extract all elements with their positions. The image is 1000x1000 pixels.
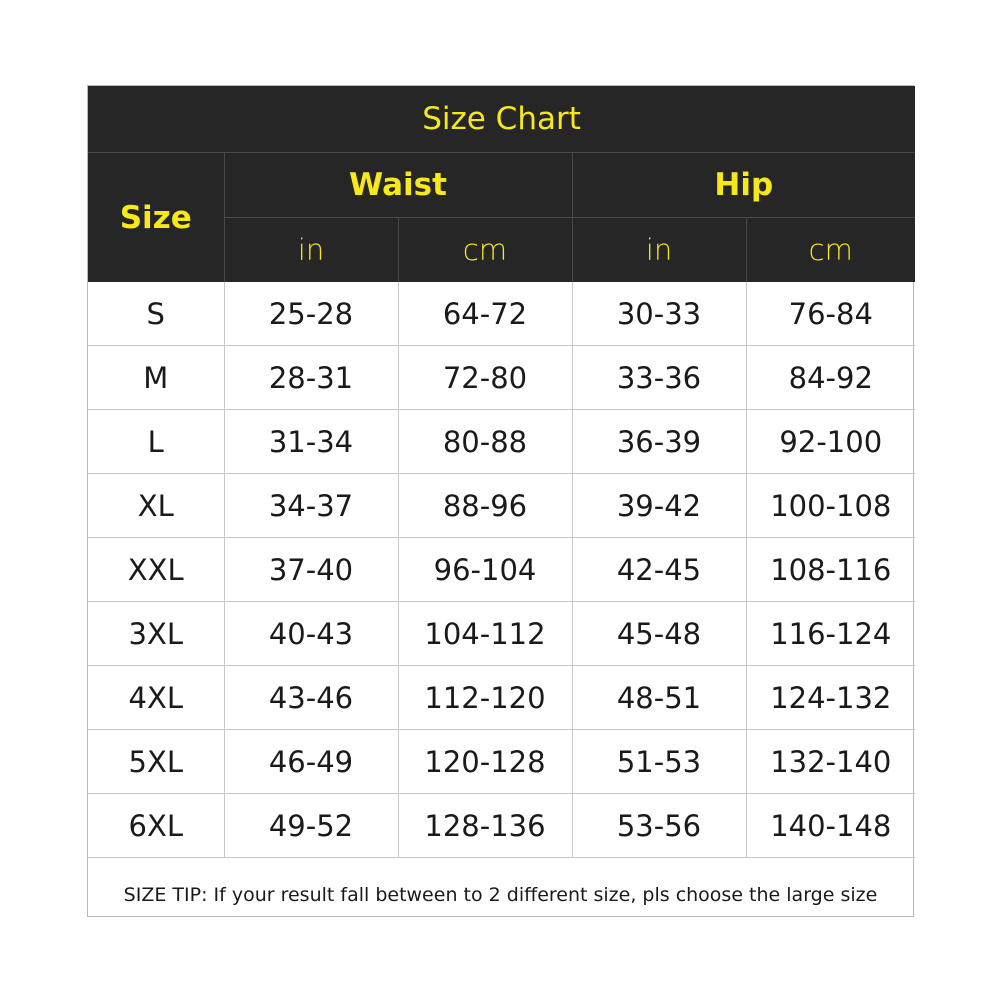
hip-in-cell: 51-53 xyxy=(572,730,746,794)
waist-group-header: Waist xyxy=(224,153,572,218)
size-tip: SIZE TIP: If your result fall between to 2 different size, pls choose the large size xyxy=(123,884,878,906)
hip-in-cell: 45-48 xyxy=(572,602,746,666)
hip-cm-header: cm xyxy=(746,218,915,283)
hip-in-cell: 42-45 xyxy=(572,538,746,602)
waist-in-cell: 49-52 xyxy=(224,794,398,858)
table-row xyxy=(88,794,915,858)
table-row xyxy=(88,474,915,538)
size-chart xyxy=(87,85,914,917)
waist-in-header: in xyxy=(224,218,398,283)
size-cell: S xyxy=(88,282,224,346)
hip-cm-cell: 132-140 xyxy=(746,730,915,794)
size-column-header: Size xyxy=(119,199,192,236)
table-row xyxy=(88,538,915,602)
size-cell: 4XL xyxy=(88,666,224,730)
size-table xyxy=(88,86,915,858)
hip-in-cell: 30-33 xyxy=(572,282,746,346)
waist-cm-cell: 120-128 xyxy=(398,730,572,794)
waist-cm-cell: 96-104 xyxy=(398,538,572,602)
hip-in-header: in xyxy=(572,218,746,283)
size-cell: L xyxy=(88,410,224,474)
table-row xyxy=(88,730,915,794)
waist-cm-cell: 88-96 xyxy=(398,474,572,538)
hip-in-cell: 33-36 xyxy=(572,346,746,410)
hip-cm-cell: 140-148 xyxy=(746,794,915,858)
hip-cm-cell: 108-116 xyxy=(746,538,915,602)
hip-cm-cell: 124-132 xyxy=(746,666,915,730)
chart-title: Size Chart xyxy=(88,86,915,153)
waist-cm-cell: 112-120 xyxy=(398,666,572,730)
table-row xyxy=(88,346,915,410)
waist-cm-header: cm xyxy=(398,218,572,283)
hip-cm-cell: 84-92 xyxy=(746,346,915,410)
waist-in-cell: 31-34 xyxy=(224,410,398,474)
hip-cm-cell: 100-108 xyxy=(746,474,915,538)
waist-cm-cell: 64-72 xyxy=(398,282,572,346)
waist-cm-cell: 128-136 xyxy=(398,794,572,858)
hip-in-cell: 36-39 xyxy=(572,410,746,474)
hip-cm-cell: 116-124 xyxy=(746,602,915,666)
hip-in-cell: 48-51 xyxy=(572,666,746,730)
size-cell: 6XL xyxy=(88,794,224,858)
table-row xyxy=(88,410,915,474)
size-cell: 3XL xyxy=(88,602,224,666)
size-cell: 5XL xyxy=(88,730,224,794)
waist-cm-cell: 72-80 xyxy=(398,346,572,410)
hip-in-cell: 39-42 xyxy=(572,474,746,538)
waist-in-cell: 43-46 xyxy=(224,666,398,730)
table-row xyxy=(88,282,915,346)
waist-cm-cell: 80-88 xyxy=(398,410,572,474)
waist-in-cell: 37-40 xyxy=(224,538,398,602)
hip-group-header: Hip xyxy=(572,153,915,218)
size-cell: M xyxy=(88,346,224,410)
waist-in-cell: 28-31 xyxy=(224,346,398,410)
waist-in-cell: 46-49 xyxy=(224,730,398,794)
size-cell: XL xyxy=(88,474,224,538)
table-row xyxy=(88,602,915,666)
waist-cm-cell: 104-112 xyxy=(398,602,572,666)
table-row xyxy=(88,666,915,730)
waist-in-cell: 25-28 xyxy=(224,282,398,346)
waist-in-cell: 40-43 xyxy=(224,602,398,666)
hip-in-cell: 53-56 xyxy=(572,794,746,858)
hip-cm-cell: 76-84 xyxy=(746,282,915,346)
hip-cm-cell: 92-100 xyxy=(746,410,915,474)
size-cell: XXL xyxy=(88,538,224,602)
waist-in-cell: 34-37 xyxy=(224,474,398,538)
